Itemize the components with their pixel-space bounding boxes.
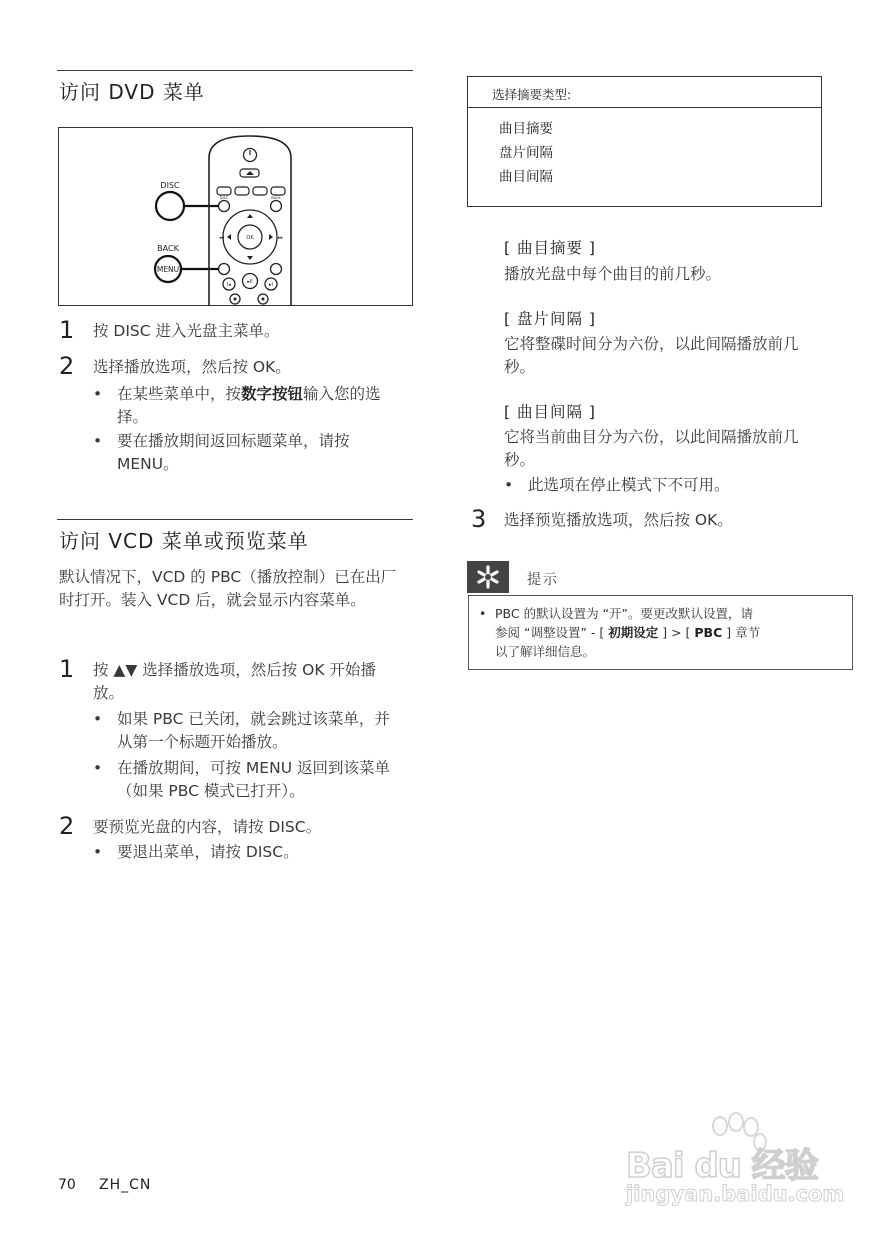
- step-number: 1: [59, 655, 75, 683]
- asterisk-icon: [467, 561, 509, 593]
- emphasis: 初期设定: [608, 625, 659, 640]
- summary-type-menu: [467, 76, 822, 207]
- bullet-dot: •: [93, 385, 103, 403]
- list-item: • 此选项在停止模式下不可用。: [528, 474, 818, 497]
- list-item: • 在某些菜单中，按数字按钮输入您的选择。: [93, 385, 381, 426]
- list-item: • 如果 PBC 已关闭，就会跳过该菜单，并从第一个标题开始播放。: [93, 710, 390, 751]
- intro-paragraph: 默认情况下，VCD 的 PBC（播放控制）已在出厂时打开。装入 VCD 后，就会显示内容菜单。: [59, 568, 397, 609]
- bullet-dot: •: [504, 476, 514, 494]
- emphasis: 数字按钮: [241, 385, 304, 403]
- list-item: • 要在播放期间返回标题菜单，请按 MENU。: [93, 432, 350, 473]
- step-number: 2: [59, 812, 75, 840]
- menu-item[interactable]: 盘片间隔: [499, 145, 553, 161]
- remote-control-figure: [59, 128, 412, 305]
- page-number: 70: [58, 1177, 76, 1193]
- option-title: [ 曲目摘要 ]: [504, 239, 596, 257]
- bullet-dot: •: [93, 843, 103, 861]
- emphasis: PBC: [694, 625, 723, 640]
- step-text: 选择播放选项，然后按 OK。: [93, 358, 291, 376]
- tip-line: 参阅 “调整设置” - [ 初期设定 ] > [ PBC ] 章节: [495, 625, 761, 640]
- svg-text:l◂: l◂: [227, 282, 231, 288]
- tip-line: 以了解详细信息。: [495, 644, 596, 659]
- tip-line: PBC 的默认设置为 “开”。要更改默认设置，请: [495, 606, 754, 621]
- tip-box: [468, 595, 853, 670]
- ok-label: OK: [246, 235, 254, 241]
- step-number: 2: [59, 352, 75, 380]
- back-label: BACK: [157, 244, 179, 253]
- option-description: 播放光盘中每个曲目的前几秒。: [504, 265, 722, 283]
- tip-icon: [467, 561, 509, 593]
- list-item: • 在播放期间，可按 MENU 返回到该菜单（如果 PBC 模式已打开）。: [93, 759, 390, 800]
- watermark-logo: Bai du 经验: [626, 1146, 818, 1186]
- menu-header-divider: [468, 107, 821, 108]
- option-title: [ 曲目间隔 ]: [504, 403, 596, 421]
- bullet-dot: •: [93, 759, 103, 777]
- svg-text:◂◂: ◂◂: [219, 235, 225, 241]
- section-title-dvd-menu: 访问 DVD 菜单: [59, 80, 205, 104]
- step-number: 3: [471, 505, 487, 533]
- section-rule: [57, 70, 413, 71]
- tip-text: [479, 604, 847, 661]
- section-rule: [57, 519, 413, 520]
- disc-label: DISC: [160, 181, 180, 190]
- step-text: 选择预览播放选项，然后按 OK。: [504, 511, 733, 529]
- svg-text:▸ll: ▸ll: [247, 279, 253, 285]
- tip-label: 提示: [527, 572, 559, 588]
- remote-illustration: [58, 127, 413, 306]
- baidu-watermark: [620, 1110, 870, 1220]
- bullet-dot: •: [93, 432, 103, 450]
- tip-header: [467, 561, 851, 595]
- menu-label: MENU: [156, 265, 180, 274]
- menu-items: [499, 117, 553, 189]
- step-number: 1: [59, 316, 75, 344]
- list-item: • 要退出菜单，请按 DISC。: [117, 841, 397, 864]
- svg-text:DISC: DISC: [219, 196, 229, 200]
- option-title: [ 盘片间隔 ]: [504, 310, 596, 328]
- menu-item[interactable]: 曲目间隔: [499, 169, 553, 185]
- bullet-dot: •: [93, 710, 103, 728]
- svg-text:▸l: ▸l: [269, 282, 273, 288]
- option-description: 它将整碟时间分为六份，以此间隔播放前几秒。: [504, 335, 799, 376]
- step-text: 按 ▲▼ 选择播放选项，然后按 OK 开始播放。: [93, 661, 376, 702]
- step-text: 要预览光盘的内容，请按 DISC。: [93, 818, 322, 836]
- option-description: 它将当前曲目分为六份，以此间隔播放前几秒。: [504, 428, 799, 469]
- language-code: ZH_CN: [99, 1177, 152, 1193]
- svg-text:BACK: BACK: [271, 196, 281, 200]
- svg-text:▸▸: ▸▸: [278, 235, 284, 241]
- section-title-vcd-menu: 访问 VCD 菜单或预览菜单: [59, 529, 309, 553]
- disc-button-callout: [156, 192, 184, 220]
- step-text: 按 DISC 进入光盘主菜单。: [93, 322, 280, 340]
- menu-header: 选择摘要类型:: [492, 87, 572, 102]
- bullet-dot: •: [479, 606, 487, 621]
- watermark-url: jingyan.baidu.com: [626, 1182, 845, 1206]
- menu-item[interactable]: 曲目摘要: [499, 121, 553, 137]
